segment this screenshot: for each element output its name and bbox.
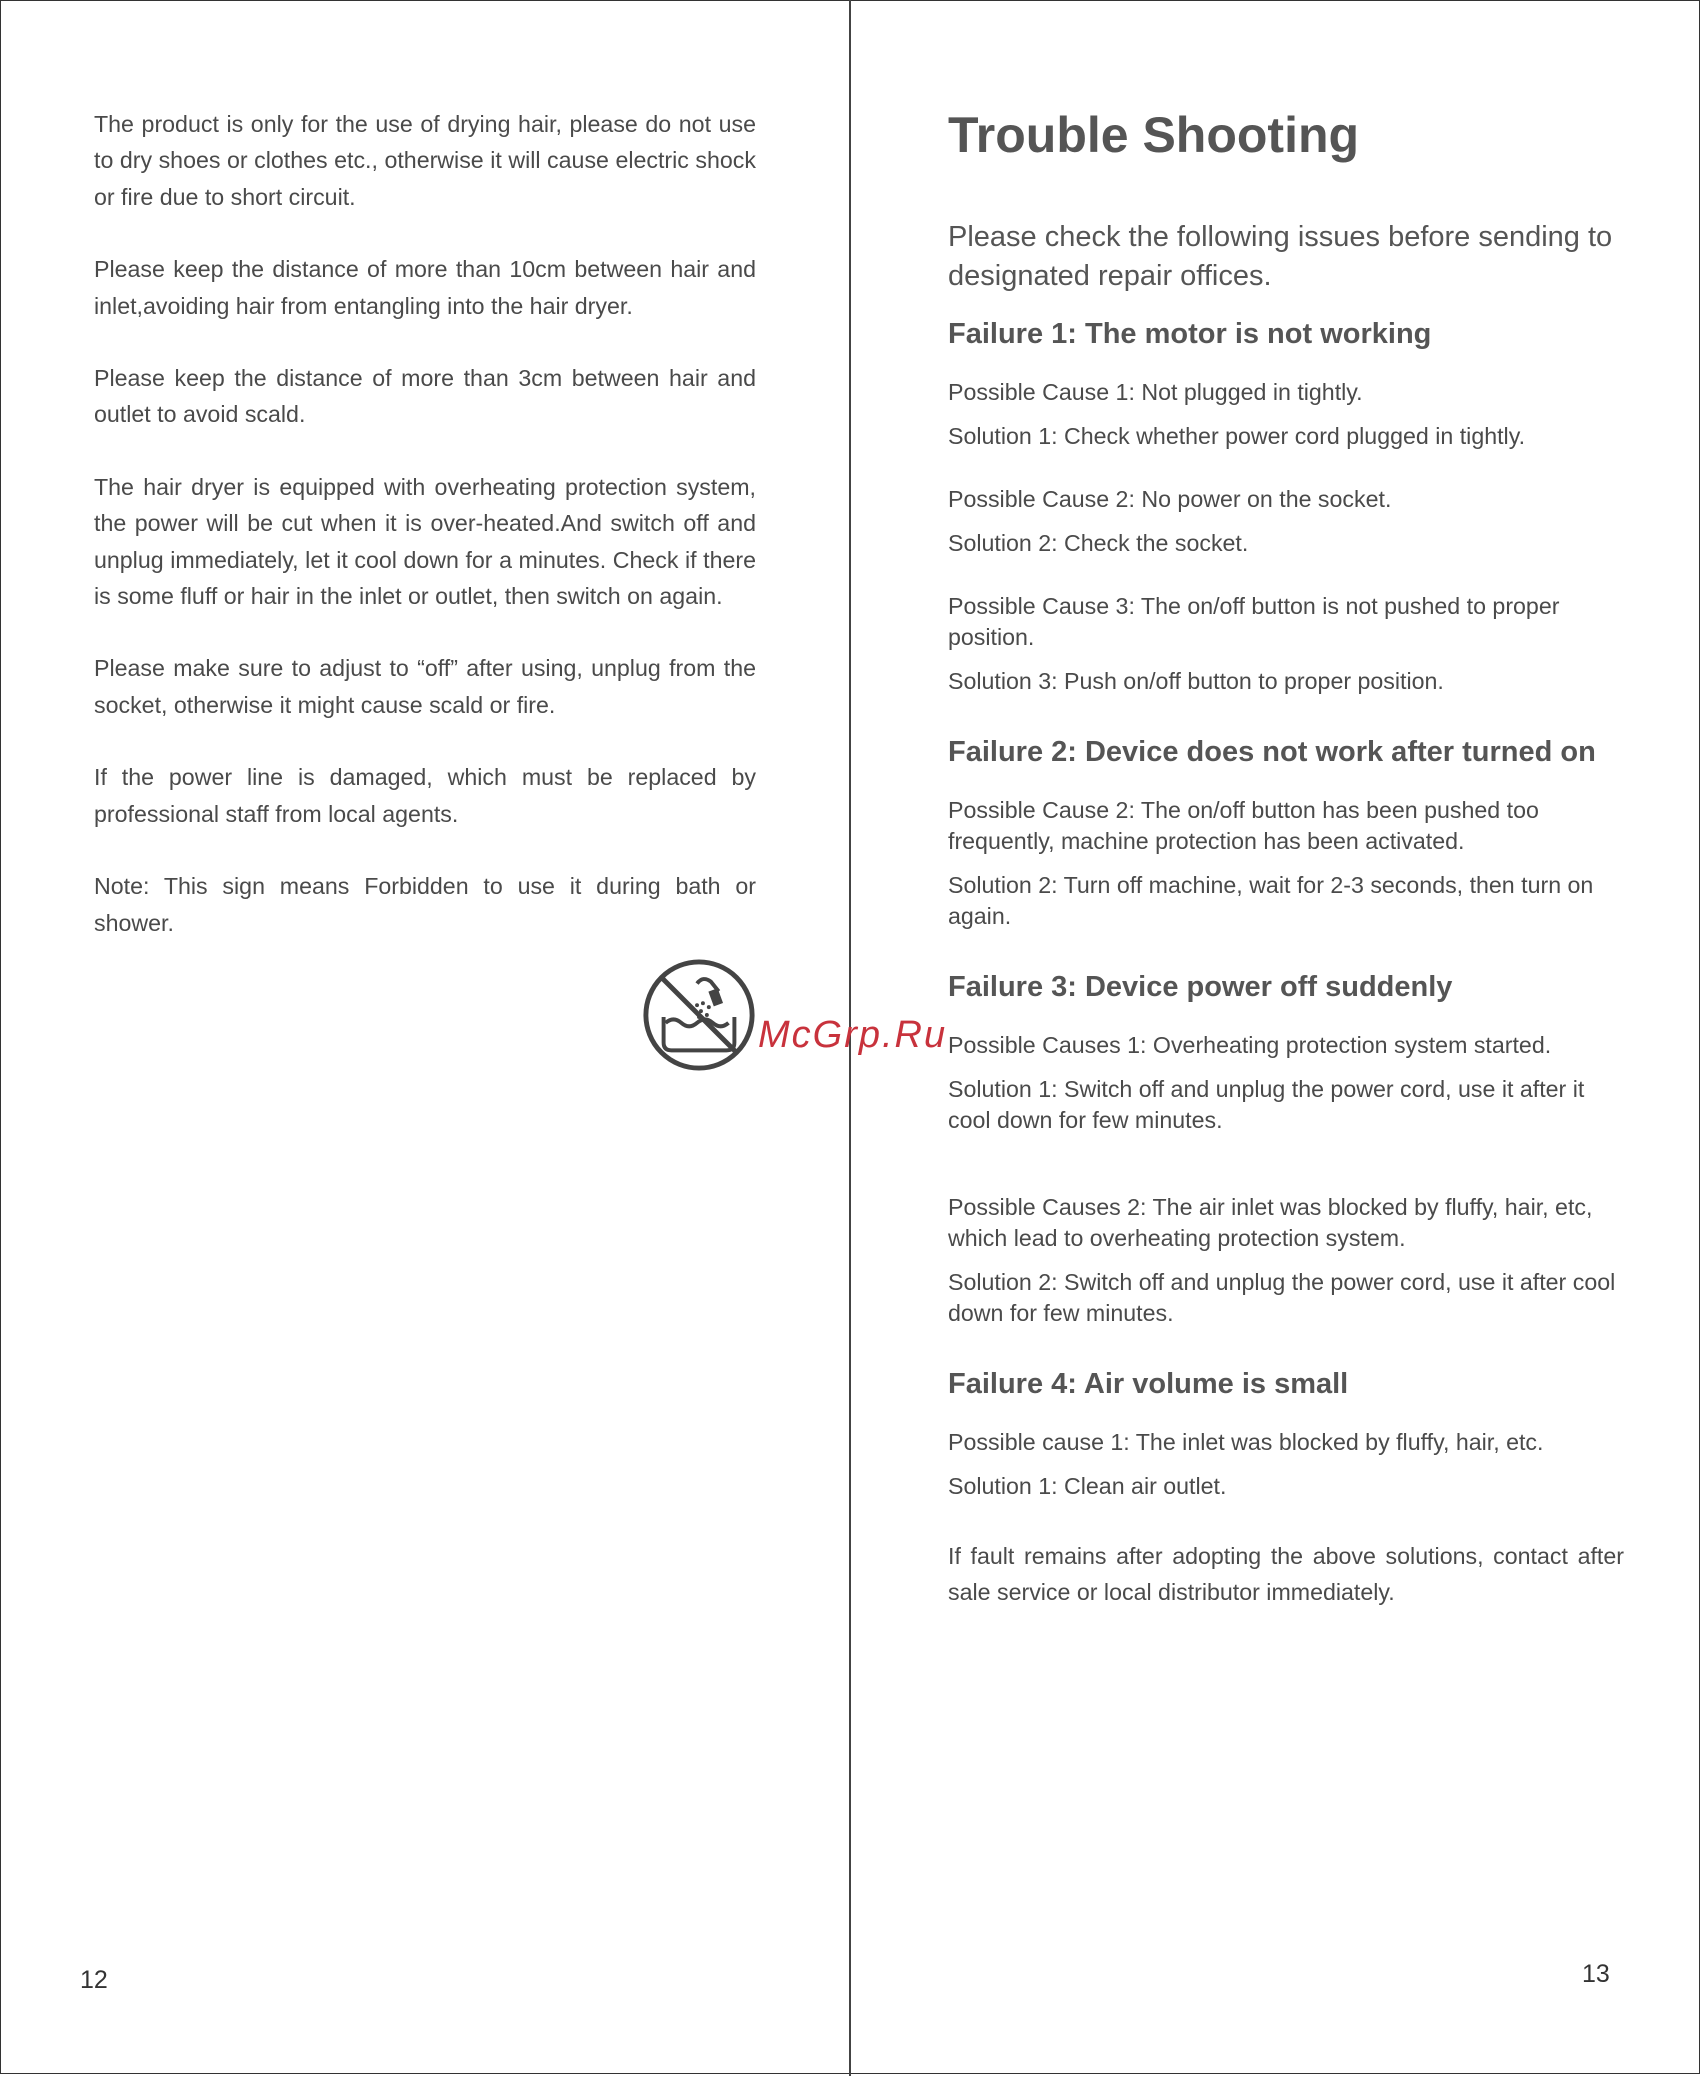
page-number-right: 13 [1582, 1960, 1610, 1988]
page-number-left: 12 [80, 1966, 108, 1994]
right-page [948, 100, 1624, 1610]
failure-1-solution-2: Solution 2: Check the socket. [948, 530, 1249, 556]
watermark: McGrp.Ru [758, 1014, 948, 1056]
failure-4-heading: Failure 4: Air volume is small [948, 1368, 1349, 1400]
failure-3-solution-2: Solution 2: Switch off and unplug the power cord, use it after cool down for few minutes. [948, 1269, 1616, 1326]
failure-2-cause-2: Possible Cause 2: The on/off button has been pushed too frequently, machine protection has been activated. [948, 797, 1539, 854]
failure-1-cause-3: Possible Cause 3: The on/off button is not pushed to proper position. [948, 593, 1560, 650]
failure-1-solution-1: Solution 1: Check whether power cord plugged in tightly. [948, 423, 1526, 449]
paragraph-power-line: If the power line is damaged, which must be replaced by professional staff from local agents. [94, 764, 756, 827]
failure-1-heading: Failure 1: The motor is not working [948, 318, 1432, 350]
failure-4-solution-1: Solution 1: Clean air outlet. [948, 1473, 1227, 1499]
page-title: Trouble Shooting [948, 107, 1360, 163]
paragraph-note: Note: This sign means Forbidden to use it during bath or shower. [94, 873, 756, 936]
paragraph-inlet-distance: Please keep the distance of more than 10cm between hair and inlet,avoiding hair from entangling into the hair dryer. [94, 256, 756, 319]
paragraph-usage: The product is only for the use of drying hair, please do not use to dry shoes or clothes etc., otherwise it will cause electric shock or fire due to short circuit. [94, 111, 756, 210]
paragraph-overheating: The hair dryer is equipped with overheating protection system, the power will be cut when it is over-heated.And switch off and unplug immediately, let it cool down for a minutes. Check if there is some fluff or hair in the inlet or outlet, then switch on again. [94, 473, 756, 610]
failure-2-solution-2: Solution 2: Turn off machine, wait for 2-3 seconds, then turn on again. [948, 872, 1594, 929]
failure-3-cause-2: Possible Causes 2: The air inlet was blocked by fluffy, hair, etc, which lead to overheating protection system. [948, 1194, 1593, 1251]
intro-text: Please check the following issues before sending to designated repair offices. [948, 221, 1613, 292]
paragraph-outlet-distance: Please keep the distance of more than 3cm between hair and outlet to avoid scald. [94, 365, 756, 428]
failure-3-solution-1: Solution 1: Switch off and unplug the power cord, use it after it cool down for few minutes. [948, 1076, 1585, 1133]
failure-3-cause-1: Possible Causes 1: Overheating protection system started. [948, 1032, 1552, 1058]
failure-2-heading: Failure 2: Device does not work after turned on [948, 736, 1596, 768]
no-bath-shower-icon [640, 956, 758, 1074]
failure-1-cause-2: Possible Cause 2: No power on the socket. [948, 486, 1392, 512]
closing-text: If fault remains after adopting the above solutions, contact after sale service or local distributor immediately. [948, 1543, 1624, 1605]
failure-3-heading: Failure 3: Device power off suddenly [948, 971, 1453, 1003]
failure-4-cause-1: Possible cause 1: The inlet was blocked by fluffy, hair, etc. [948, 1429, 1544, 1455]
paragraph-switch-off: Please make sure to adjust to “off” after using, unplug from the socket, otherwise it might cause scald or fire. [94, 655, 756, 718]
left-page [94, 106, 756, 977]
failure-1-solution-3: Solution 3: Push on/off button to proper position. [948, 668, 1444, 694]
failure-1-cause-1: Possible Cause 1: Not plugged in tightly. [948, 379, 1363, 405]
